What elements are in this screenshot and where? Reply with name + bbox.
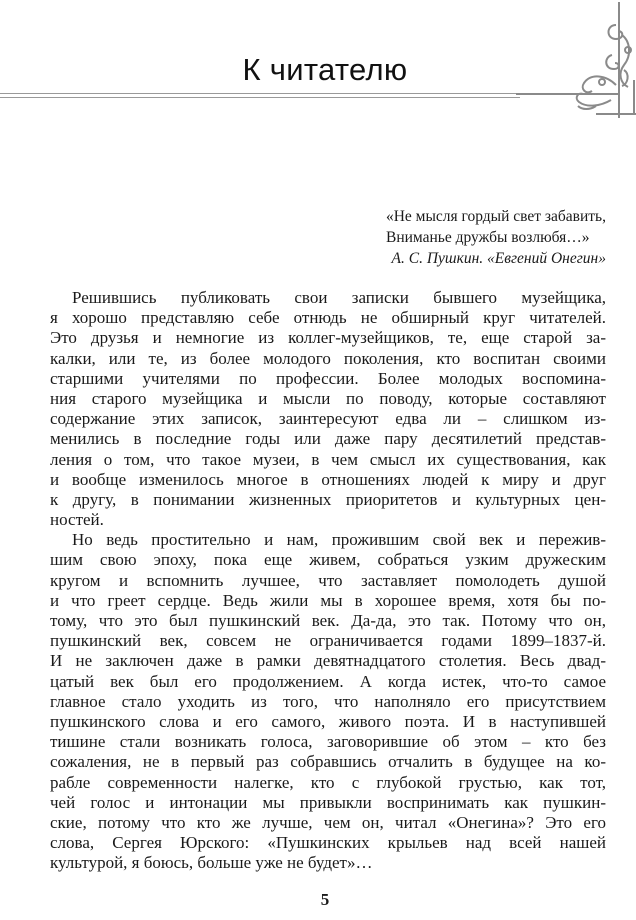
title-rule bbox=[0, 93, 520, 98]
text-line: сожаления, не в первый раз собравшись отчалить в будущее на ко- bbox=[50, 752, 606, 772]
text-line: ностей. bbox=[50, 510, 104, 530]
text-line: старшими учителями по профессии. Более молодых воспомина- bbox=[50, 368, 606, 388]
text-line: кругом и вспомнить лучшее, что заставляет помолодеть душой bbox=[50, 570, 606, 590]
text-line: тому, что это был пушкинский век. Да-да, это так. Потому что он, bbox=[50, 611, 606, 630]
text-line: пушкинского слова и его самого, живого поэта. И в наступившей bbox=[50, 711, 606, 731]
text-line: калки, или те, из более молодого поколения, кто воспитан своими bbox=[50, 348, 606, 368]
text-line: Это друзья и немногие из коллег-музейщиков, те, еще старой за- bbox=[50, 328, 606, 348]
text-line: культурой, я боюсь, больше уже не будет»… bbox=[50, 853, 373, 873]
text-line: И не заключен даже в рамки девятнадцатого столетия. Весь двад- bbox=[50, 651, 606, 671]
text-line: главное стало уходить из того, что наполняло его присутствием bbox=[50, 691, 606, 711]
chapter-title: К читателю bbox=[242, 52, 408, 87]
text-line: Но ведь простительно и нам, прожившим свой век и пережив- bbox=[72, 530, 606, 550]
epigraph-line: «Не мысля гордый свет забавить, bbox=[385, 208, 606, 225]
text-line: пушкинский век, совсем не ограничивается годами 1899–1837-й. bbox=[50, 631, 606, 651]
text-line: рабле современности налегке, кто с глубокой грустью, как тот, bbox=[50, 772, 606, 792]
paragraph bbox=[50, 530, 606, 873]
text-line: Решившись публиковать свои записки бывшего музейщика, bbox=[72, 288, 606, 307]
corner-ornament-icon bbox=[516, 0, 636, 120]
text-line: слова, Сергея Юрского: «Пушкинских крыльев над всей нашей bbox=[50, 833, 606, 853]
body-text bbox=[50, 288, 606, 873]
page-number: 5 bbox=[320, 890, 330, 909]
text-line: содержание этих записок, заинтересуют едва ли – слишком из- bbox=[50, 409, 606, 429]
text-line: ские, потому что кто же лучше, чем он, читал «Онегина»? Это его bbox=[50, 812, 606, 832]
text-line: цатый век был его продолжением. А когда истек, что-то самое bbox=[50, 671, 606, 691]
text-line: чей голос и интонации мы привыкли воспринимать как пушкин- bbox=[50, 792, 606, 812]
epigraph bbox=[386, 206, 606, 269]
text-line: ния старого музейщика и мысли по поводу, которые составляют bbox=[50, 388, 606, 408]
text-line: и вообще изменилось многое в отношениях людей к миру и друг bbox=[50, 469, 606, 489]
epigraph-line: Вниманье дружбы возлюбя…» bbox=[385, 229, 590, 246]
epigraph-attribution: А. С. Пушкин. «Евгений Онегин» bbox=[391, 250, 606, 267]
paragraph bbox=[50, 288, 606, 530]
text-line: ления о том, что такое музеи, в чем смысл их существования, как bbox=[50, 449, 606, 469]
text-line: шим свою эпоху, пока еще живем, собраться узким дружеским bbox=[50, 550, 606, 570]
text-line: менились в последние годы или даже пару десятилетий представ- bbox=[50, 429, 606, 449]
text-line: тишине стали возникать голоса, заговорившие об этом – кто без bbox=[50, 732, 606, 752]
text-line: я хорошо представляю себе отнюдь не обширный круг читателей. bbox=[50, 308, 606, 328]
text-line: и что греет сердце. Ведь жили мы в хорошее время, хотя бы по- bbox=[50, 590, 606, 610]
text-line: к другу, в понимании жизненных приоритетов и культурных цен- bbox=[50, 489, 606, 509]
